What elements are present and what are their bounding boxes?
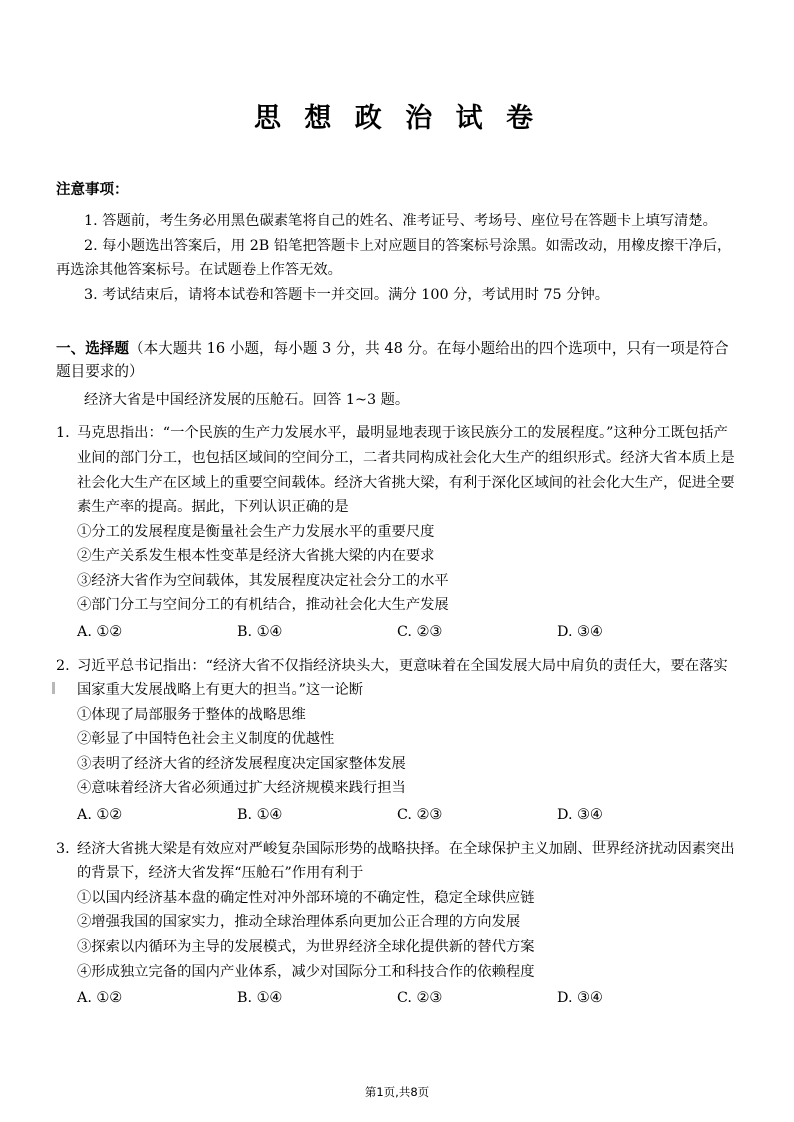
choice-d[interactable]: D. ③④ [557, 990, 603, 1007]
choice-c[interactable]: C. ②③ [397, 807, 443, 824]
scan-artifact [52, 682, 55, 694]
question-item [56, 421, 738, 644]
question-body [56, 654, 738, 828]
material-text: 经济大省是中国经济发展的压舱石。回答 1~3 题。 [84, 392, 410, 409]
scan-artifact [595, 840, 617, 841]
section-one-instruction: （本大题共 16 小题，每小题 3 分，共 48 分。在每小题给出的四个选项中，只有一项是符合题目要求的） [56, 339, 729, 381]
page-title: 思 想 政 治 试 卷 [254, 103, 540, 134]
question-option: ①以国内经济基本盘的确定性对冲外部环境的不确定性，稳定全球供应链 [77, 889, 535, 906]
question-option: ③经济大省作为空间载体，其发展程度决定社会分工的水平 [77, 572, 449, 589]
question-number: 1. [56, 425, 70, 442]
question-body [56, 421, 738, 644]
choice-a[interactable]: A. ①② [77, 807, 123, 824]
question-option: ②增强我国的国家实力，推动全球治理体系向更加公正合理的方向发展 [77, 914, 521, 931]
question-option: ②生产关系发生根本性变革是经济大省挑大梁的内在要求 [77, 548, 435, 565]
choice-c[interactable]: C. ②③ [397, 990, 443, 1007]
question-option: ③表明了经济大省的经济发展程度决定国家整体发展 [77, 755, 406, 772]
choice-b[interactable]: B. ①④ [237, 990, 283, 1007]
question-choices [77, 986, 738, 1011]
question-number: 2. [56, 657, 70, 674]
choice-d[interactable]: D. ③④ [557, 807, 603, 824]
section-one-label: 一、选择题 [56, 339, 129, 357]
choice-b[interactable]: B. ①④ [237, 624, 283, 641]
question-choices [77, 803, 738, 828]
choice-a[interactable]: A. ①② [77, 624, 123, 641]
question-stem: 习近平总书记指出：“经济大省不仅指经济块头大，更意味着在全国发展大局中肩负的责任大，要在落实国家重大发展战略上有更大的担当。”这一论断 [77, 657, 728, 699]
choice-c[interactable]: C. ②③ [397, 624, 443, 641]
question-option: ④形成独立完备的国内产业体系，减少对国际分工和科技合作的依赖程度 [77, 963, 535, 980]
question-body [56, 837, 738, 1011]
section-one-heading [56, 337, 738, 384]
question-choices [77, 620, 738, 645]
page-footer: 第1页,共8页 [364, 1085, 430, 1099]
choice-b[interactable]: B. ①④ [237, 807, 283, 824]
question-option: ④意味着经济大省必须通过扩大经济规模来践行担当 [77, 780, 406, 797]
question-item [56, 654, 738, 828]
notice-item: 3. 考试结束后，请将本试卷和答题卡一并交回。满分 100 分，考试用时 75 分钟。 [84, 286, 610, 303]
question-option: ①分工的发展程度是衡量社会生产力发展水平的重要尺度 [77, 523, 435, 540]
notice-item: 2. 每小题选出答案后，用 2B 铅笔把答题卡上对应题目的答案标号涂黑。如需改动，用橡皮擦干净后，再选涂其他答案标号。在试题卷上作答无效。 [56, 237, 732, 278]
notice-heading: 注意事项： [56, 181, 129, 198]
question-stem: 马克思指出：“一个民族的生产力发展水平，最明显地表现于该民族分工的发展程度。”这种分工既包括产业间的部门分工，也包括区域间的空间分工，二者共同构成社会化大生产的组织形式。经济大省本质上是社会化大生产在区域上的重要空间载体。经济大省挑大梁，有利于深化区域间的社会化大生产，促进全要素生产率的提高。据此，下列认识正确的是 [77, 425, 735, 516]
question-item [56, 837, 738, 1011]
question-option: ④部门分工与空间分工的有机结合，推动社会化大生产发展 [77, 597, 449, 614]
choice-a[interactable]: A. ①② [77, 990, 123, 1007]
choice-d[interactable]: D. ③④ [557, 624, 603, 641]
question-option: ②彰显了中国特色社会主义制度的优越性 [77, 731, 335, 748]
question-option: ①体现了局部服务于整体的战略思维 [77, 706, 306, 723]
question-number: 3. [56, 840, 70, 857]
question-stem: 经济大省挑大梁是有效应对严峻复杂国际形势的战略抉择。在全球保护主义加剧、世界经济扰动因素突出的背景下，经济大省发挥“压舱石”作用有利于 [77, 840, 735, 882]
notice-item: 1. 答题前，考生务必用黑色碳素笔将自己的姓名、准考证号、考场号、座位号在答题卡上填写清楚。 [84, 212, 717, 229]
question-option: ③探索以内循环为主导的发展模式，为世界经济全球化提供新的替代方案 [77, 938, 535, 955]
notice-list [56, 209, 738, 307]
